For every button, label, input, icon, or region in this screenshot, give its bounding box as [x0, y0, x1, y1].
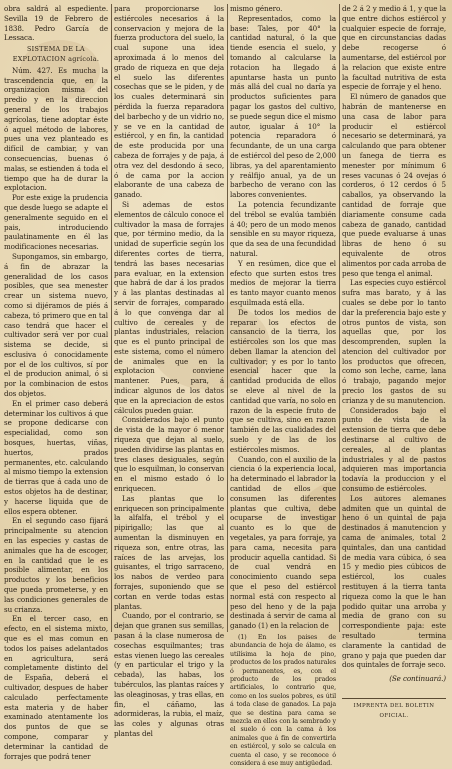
- column-divider: [339, 4, 340, 632]
- article-paragraph: Supongamos, sin embargo, á fin de abrazar la generalidad de los casos posibles, que sea menester crear un sistema nuevo, como si dijéramos de piés á cabeza, tó primero que en tal caso tendrá que hacer el cultivador será ver por cual sistema se decide, si esclusiva ó conocidamente por el de los cultivos, sí por el de producion animal, ó si por la combinacion de estos dos objetos.: [4, 251, 108, 399]
- article-paragraph: de 2 á 2 y medio á 1, y que la que entre dichos estiércol y cualquier especie de forraje, que en circunstancias dadas debe recogerse ó aumentarse, del estiércol por la relacion que existe entre la facultad nutritiva de esta especie de forraje y el heno.: [342, 4, 446, 92]
- article-paragraph: De todos los medios de reparar los efectos de cansancio de la tierra, los estiércoles son los que mas deben llamar la atencion del cultivador; y es por lo tanto esencial hacer que la cantidad producida de ellos se eleve al nivel de la cantidad que varía, no solo en razon de la especie fruto de que se cultiva, sino en razon también de las cualidades del suelo y de las de los estiércoles mismos.: [230, 307, 336, 454]
- printer-imprint: IMPRENTA DEL BOLETIN OFICIAL.: [353, 702, 435, 719]
- article-paragraph: Considerados bajo el punto de vista de la mayor ó menor riqueza que dejan al suelo, pueden dividirse las plantas en tres clases desiguales, según que lo esquilman, lo conservan en el mismo estado ó lo enriquecen.: [114, 415, 224, 494]
- text-column-3: [230, 4, 336, 768]
- text-column-1: [4, 4, 108, 761]
- article-paragraph: para proporcionarse los estiércoles necesarios á la conservacion y mejora de la fuerza productora del suelo, la cual supone una idea aproximada á lo menos del grado de riqueza en que deja el suelo las diferentes cosechas que se le piden, y de los cuales determinará sin pérdida la fuerza reparadora del barbecho y de un vidrio no, y se ve en la cantidad de estiércol, y en fin, la cantidad de este producida por una cabeza de forrajes y de paja, á otra vez del desdondo á seco, ó de cama por la accion elaborante de una cabeza de ganado.: [114, 4, 224, 200]
- article-paragraph: En el tercer caso, en efecto, en el sistema mixto, que es el mas comun en todos los paises adelantados en agricultura, será completamente distinto del de España, deberá el cultivador, despues de haber calculado perfectamente esta materia y de haber examinado atentamente los dos puntos de que se compone, comparar y determinar la cantidad de forrajes que podrá tener: [4, 614, 108, 761]
- article-paragraph: Y en resúmen, dice que el efecto que surten estos tres medios de mejorar la tierra es tanto mayor cuanto menos esquilmada está ella.: [230, 258, 336, 307]
- column-divider: [227, 4, 228, 632]
- article-paragraph: Núm. 427. Es mucha la trascendencia que, en la organizacion misma del predio y en la direccion general de los trabajos agrícolas, tiene adoptar éste ó aquel método de labores, pues una vez planteado es difícil de cambiar, y van consecuencias, buenas ó malas, se estienden á toda el tiempo que ha de durar la explotacion.: [4, 65, 108, 193]
- article-paragraph: La potencia fecundizante del trébol se evalúa también á 40; pero de un modo menos sensible en su mayor riqueza, que da sea de una fecundidad natural.: [230, 199, 336, 258]
- column-divider: [111, 4, 112, 632]
- section-heading: SISTEMA DE LA EXPLOTACION agrícola.: [12, 45, 100, 63]
- article-paragraph: Si ademas de estos elementos de cálculo conoce el cultivador la masa de forrajes que, por término medio, da la unidad de superficie según los diferentes cortes de tierra, tendrá las bases necesarias para evaluar, en la extension que habrá de dar á los prados y á las plantas destinadas al servir de forrajes, comparado á lo que convenga dar al cultivo de cereales y de plantas industriales, relacion que es el punto principal de este sistema, como el número de animales que en la explotacion conviene mantener. Pues, para, á indicar algunos de los datos que en la apreciacion de estos cálculos pueden guiar.: [114, 199, 224, 415]
- article-paragraph: mismo género.: [230, 4, 283, 13]
- article-paragraph: Los autores alemanes admiten que un quintal de heno ó un quintal de paja destinados á manutencion y cama de animales, total 2 quintales, dan una cantidad de media vara cúbica, ó sea 15 y medio pies cúbicos de estiércol, los cuales restituyen á la tierra tanta riqueza como la que le han podido quitar una arroba y media de grano con su correspondiente paja: este resultado termina claramente la cantidad de grano y paja que pueden dar dos quintales de forraje seco.: [342, 493, 446, 670]
- text-column-4: [342, 4, 446, 719]
- article-paragraph: Las especies cuyo estiércol sufra mas barato, y á las cuales se debe por lo tanto dar la preferencia bajo este y otros puntos de vista, son aquellas que, por los descomprenden, suplen la atencion del cultivador por los productos que ofrecen, como son leche, carne, lana ó trabajo, pagando mejor precio los gastos de su crianza y de su manutencion.: [342, 278, 446, 405]
- footer-rule: [342, 698, 446, 699]
- article-paragraph: Cuando, por el contrario, se dejan que granen sus semillas, pasan á la clase numerosa de cosechas esquilmantes; tras estas vienen luego las cereales (y en particular el trigo y la cebada), las habas, los tubérculos, las plantas raíces y las oleaginosas, y tras ellas, en fin, el cáñamo, las adormideras, la rubia, el maíz, las coles y algunas otras plantas del: [114, 611, 224, 738]
- article-paragraph: Representados, como la base: Tales, por 40° la cantidad natural, ó la que tiende esencia el suelo, y tomando al calcularse la rotacion ha llegado á apuntarse hasta un punto más allá del cual no daría ya productos suficientes para pagar los gastos del cultivo, se puede segun dice el mismo autor, igualar á 10° la potencia reparadora ó fecundante, de un una carga de estiércol del peso de 2,000 libras, ya del aparentamiento y reálfijo anual, ya de un barbecho de verano con las labores convenientes.: [230, 13, 336, 200]
- article-paragraph: Las plantas que lo enriquecen son principalmente la alfalfa, el trébol y el pipirigallo; las que al aumentan la disminuyen en riqueza son, entre otras, las raíces de las arvejas, los guisantes, el trigo sarraceno, los nabos de verdeo para forrajes, suponiendo que se cortan en verde todas estas plantas.: [114, 493, 224, 611]
- article-paragraph: obra saldrá al espediente. Sevilla 19 de Febrero de 1838. Pedro García de Lessaca.: [4, 4, 108, 43]
- continued-note: (Se continuará.): [389, 674, 446, 684]
- text-column-2: [114, 4, 224, 738]
- article-paragraph: En el primer caso deberá determinar los cultivos á que se propone dedicarse con especialidad, como son bosques, huertas, viñas, huertos, prados permanentes, etc. calculando al mismo tiempo la extension de tierras que á cada uno de estos objetos ha de destinar, y hacerse liquida que de ellos espera obtener.: [4, 398, 108, 516]
- article-paragraph: Considerados bajo el punto de vista de la extension de tierra que debe destinarse al cultivo de cereales, al de plantas industriales y al de pastos adquieren mas importancia todavía la produccion y el consumo de estiércoles.: [342, 405, 446, 494]
- footnote: (1) En los paises de abundancia de hoja de álamo, es utilísima la hoja de pino, productos de los prados naturales ó permanentes, es, con el producto de los prados artificiales, lo contrario que, como en los suelos pobres, es útil á toda clase de ganados. La paja que se destina para cama se mezcla en ellos con la sembrado y el suelo ó con la cama á los animales que á fin de convertirla en estiércol, y solo se calcula en cuenta el caso, y se reconoce ó considera á ese muy antigüedad.: [230, 634, 336, 768]
- article-paragraph: Por este exige la prudencia que desde luego se adapte el generalmente seguido en el pais, introduciendo paulatinamente en él las modificaciones necesarias.: [4, 193, 108, 252]
- article-paragraph: El número de ganados que habrán de mantenerse en una casa de labor para producir el estiércol necesario se determinará, ya calculando que para obtener un fanega de tierra es menester por mínimum 6 reses vacunas ó 24 ovejas ó corderos, ó 12 cerdos ó 5 caballos, ya observando la cantidad de forraje que diariamente consume cada cabeza de ganado, cantidad que puede evaluarse á unas libras de heno ó su equivalente de otros alimentos por cada arroba de peso que tenga el animal.: [342, 92, 446, 278]
- article-paragraph: En el segundo caso fijará principalmente su atencion en las especies y castas de animales que ha de escoger, en la cantidad que le es posible alimentar, en los productos y los beneficios que pueda prometerse, y en las condiciones generales de su crianza.: [4, 516, 108, 614]
- article-paragraph: Cuando, con el auxilio de la ciencia ó la experiencia local, ha determinado el labrador la cantidad de ellos que consumen las diferentes plantas que cultiva, debe ocuparse de investigar cuanto es lo que de vegetales, ya para forraje, ya para cama, necesita para producir aquella cantidad. Si de cual vendrá en conocimiento cuando sepa que el peso del estiércol normal está con respecto al peso del heno y de la paja destinada á servir de cama al ganado (1) en la relacion de: [230, 454, 336, 631]
